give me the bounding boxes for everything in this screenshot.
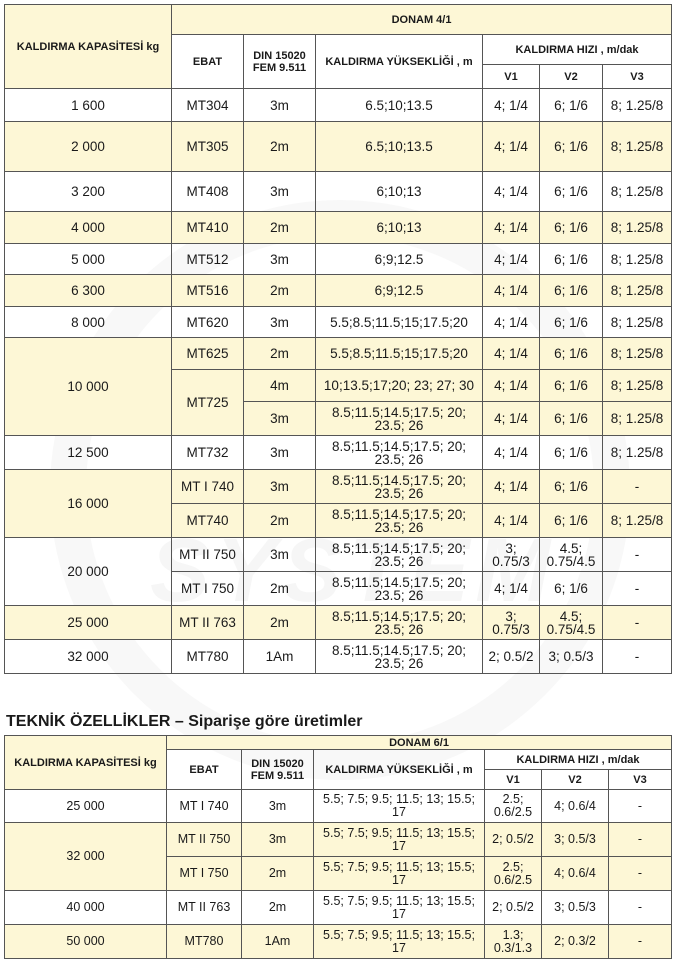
v3-cell: 8; 1.25/8 (603, 504, 672, 538)
ebat-cell: MT I 740 (167, 790, 242, 823)
height-cell: 6;9;12.5 (316, 244, 483, 275)
v1-cell: 4; 1/4 (483, 275, 540, 307)
din-cell: 1Am (244, 640, 316, 674)
table-row (5, 338, 672, 370)
capacity-cell: 6 300 (5, 275, 172, 307)
din-cell: 3m (244, 172, 316, 212)
v2-cell: 6; 1/6 (540, 572, 603, 606)
ebat-cell: MT410 (172, 212, 244, 244)
din-cell: 3m (244, 538, 316, 572)
capacity-cell: 2 000 (5, 122, 172, 172)
header-height: KALDIRMA YÜKSEKLİĞİ , m (316, 35, 483, 89)
v2-cell: 6; 1/6 (540, 307, 603, 338)
table-row (5, 244, 672, 275)
v2-cell: 4.5; 0.75/4.5 (540, 606, 603, 640)
height-cell: 5.5; 7.5; 9.5; 11.5; 13; 15.5; 17 (314, 857, 485, 891)
v3-cell: 8; 1.25/8 (603, 172, 672, 212)
ebat-cell: MT I 750 (167, 857, 242, 891)
height-cell: 5.5;8.5;11.5;15;17.5;20 (316, 338, 483, 370)
din-cell: 2m (242, 891, 314, 925)
header-ebat: EBAT (172, 35, 244, 89)
v2-cell: 2; 0.3/2 (542, 925, 609, 959)
height-cell: 5.5; 7.5; 9.5; 11.5; 13; 15.5; 17 (314, 925, 485, 959)
v2-cell: 6; 1/6 (540, 402, 603, 436)
v1-cell: 4; 1/4 (483, 89, 540, 122)
ebat-cell: MT408 (172, 172, 244, 212)
table-row (5, 122, 672, 172)
capacity-cell: 16 000 (5, 470, 172, 538)
din-cell: 2m (244, 338, 316, 370)
table-row (5, 538, 672, 572)
din-cell: 3m (244, 307, 316, 338)
capacity-cell: 5 000 (5, 244, 172, 275)
din-cell: 3m (242, 823, 314, 857)
din-cell: 3m (244, 470, 316, 504)
table-row (5, 925, 672, 959)
din-cell: 2m (242, 857, 314, 891)
header-speed: KALDIRMA HIZI , m/dak (485, 750, 672, 770)
v3-cell: - (603, 640, 672, 674)
height-cell: 8.5;11.5;14.5;17.5; 20; 23.5; 26 (316, 606, 483, 640)
header-v2: V2 (540, 65, 603, 89)
v3-cell: - (609, 925, 672, 959)
v1-cell: 4; 1/4 (483, 244, 540, 275)
header-v2: V2 (542, 770, 609, 790)
ebat-cell: MT512 (172, 244, 244, 275)
v2-cell: 6; 1/6 (540, 470, 603, 504)
header-v1: V1 (483, 65, 540, 89)
din-cell: 2m (244, 572, 316, 606)
table-row (5, 307, 672, 338)
header-capacity: KALDIRMA KAPASİTESİ kg (5, 736, 167, 790)
v3-cell: 8; 1.25/8 (603, 122, 672, 172)
height-cell: 6;9;12.5 (316, 275, 483, 307)
header-donam: DONAM 4/1 (172, 5, 672, 35)
ebat-cell: MT732 (172, 436, 244, 470)
height-cell: 5.5;8.5;11.5;15;17.5;20 (316, 307, 483, 338)
v3-cell: - (603, 606, 672, 640)
v2-cell: 6; 1/6 (540, 338, 603, 370)
v3-cell: 8; 1.25/8 (603, 244, 672, 275)
v2-cell: 4.5; 0.75/4.5 (540, 538, 603, 572)
v1-cell: 4; 1/4 (483, 402, 540, 436)
table-row (5, 891, 672, 925)
v3-cell: 8; 1.25/8 (603, 212, 672, 244)
v1-cell: 4; 1/4 (483, 122, 540, 172)
header-din: DIN 15020 FEM 9.511 (242, 750, 314, 790)
height-cell: 8.5;11.5;14.5;17.5; 20; 23.5; 26 (316, 436, 483, 470)
v3-cell: - (609, 790, 672, 823)
capacity-cell: 25 000 (5, 606, 172, 640)
v2-cell: 6; 1/6 (540, 89, 603, 122)
v2-cell: 6; 1/6 (540, 122, 603, 172)
capacity-cell: 25 000 (5, 790, 167, 823)
header-din: DIN 15020 FEM 9.511 (244, 35, 316, 89)
din-cell: 3m (244, 402, 316, 436)
height-cell: 6;10;13 (316, 212, 483, 244)
height-cell: 5.5; 7.5; 9.5; 11.5; 13; 15.5; 17 (314, 790, 485, 823)
height-cell: 8.5;11.5;14.5;17.5; 20; 23.5; 26 (316, 504, 483, 538)
height-cell: 5.5; 7.5; 9.5; 11.5; 13; 15.5; 17 (314, 891, 485, 925)
header-capacity: KALDIRMA KAPASİTESİ kg (5, 5, 172, 89)
ebat-cell: MT725 (172, 370, 244, 436)
ebat-cell: MT I 750 (172, 572, 244, 606)
capacity-cell: 32 000 (5, 640, 172, 674)
capacity-cell: 12 500 (5, 436, 172, 470)
table-row (5, 89, 672, 122)
v1-cell: 4; 1/4 (483, 370, 540, 402)
v2-cell: 3; 0.5/3 (542, 823, 609, 857)
v3-cell: - (609, 857, 672, 891)
din-cell: 2m (244, 122, 316, 172)
din-cell: 3m (242, 790, 314, 823)
header-v3: V3 (609, 770, 672, 790)
v1-cell: 2; 0.5/2 (485, 891, 542, 925)
v3-cell: - (603, 470, 672, 504)
din-cell: 2m (244, 504, 316, 538)
din-cell: 3m (244, 244, 316, 275)
v2-cell: 3; 0.5/3 (542, 891, 609, 925)
table-row (5, 790, 672, 823)
v2-cell: 6; 1/6 (540, 436, 603, 470)
din-cell: 2m (244, 275, 316, 307)
capacity-cell: 3 200 (5, 172, 172, 212)
v3-cell: 8; 1.25/8 (603, 89, 672, 122)
din-cell: 1Am (242, 925, 314, 959)
table-row (5, 436, 672, 470)
v3-cell: 8; 1.25/8 (603, 307, 672, 338)
v3-cell: - (603, 538, 672, 572)
table-row (5, 212, 672, 244)
header-v3: V3 (603, 65, 672, 89)
v1-cell: 4; 1/4 (483, 470, 540, 504)
capacity-cell: 32 000 (5, 823, 167, 891)
capacity-cell: 8 000 (5, 307, 172, 338)
v1-cell: 4; 1/4 (483, 172, 540, 212)
section-title: TEKNİK ÖZELLİKLER – Siparişe göre üretimler (6, 713, 363, 730)
v3-cell: 8; 1.25/8 (603, 275, 672, 307)
table-row (5, 640, 672, 674)
ebat-cell: MT625 (172, 338, 244, 370)
v1-cell: 4; 1/4 (483, 338, 540, 370)
table-row (5, 275, 672, 307)
height-cell: 6;10;13 (316, 172, 483, 212)
height-cell: 8.5;11.5;14.5;17.5; 20; 23.5; 26 (316, 538, 483, 572)
capacity-cell: 10 000 (5, 338, 172, 436)
height-cell: 5.5; 7.5; 9.5; 11.5; 13; 15.5; 17 (314, 823, 485, 857)
v2-cell: 6; 1/6 (540, 275, 603, 307)
height-cell: 10;13.5;17;20; 23; 27; 30 (316, 370, 483, 402)
din-cell: 2m (244, 212, 316, 244)
ebat-cell: MT304 (172, 89, 244, 122)
table-row (5, 606, 672, 640)
v3-cell: 8; 1.25/8 (603, 402, 672, 436)
height-cell: 6.5;10;13.5 (316, 122, 483, 172)
table-row (5, 823, 672, 857)
ebat-cell: MT I 740 (172, 470, 244, 504)
header-v1: V1 (485, 770, 542, 790)
v2-cell: 6; 1/6 (540, 172, 603, 212)
height-cell: 8.5;11.5;14.5;17.5; 20; 23.5; 26 (316, 640, 483, 674)
v2-cell: 6; 1/6 (540, 244, 603, 275)
spec-table-donam-4-1 (4, 4, 672, 674)
v1-cell: 3; 0.75/3 (483, 538, 540, 572)
v1-cell: 2.5; 0.6/2.5 (485, 857, 542, 891)
capacity-cell: 50 000 (5, 925, 167, 959)
v2-cell: 4; 0.6/4 (542, 790, 609, 823)
v1-cell: 2.5; 0.6/2.5 (485, 790, 542, 823)
header-speed: KALDIRMA HIZI , m/dak (483, 35, 672, 65)
height-cell: 6.5;10;13.5 (316, 89, 483, 122)
v2-cell: 6; 1/6 (540, 504, 603, 538)
spec-table-donam-6-1 (4, 735, 672, 959)
height-cell: 8.5;11.5;14.5;17.5; 20; 23.5; 26 (316, 572, 483, 606)
capacity-cell: 4 000 (5, 212, 172, 244)
table-row (5, 470, 672, 504)
v1-cell: 4; 1/4 (483, 572, 540, 606)
v3-cell: - (609, 891, 672, 925)
v1-cell: 4; 1/4 (483, 436, 540, 470)
height-cell: 8.5;11.5;14.5;17.5; 20; 23.5; 26 (316, 470, 483, 504)
v3-cell: 8; 1.25/8 (603, 436, 672, 470)
v1-cell: 3; 0.75/3 (483, 606, 540, 640)
ebat-cell: MT740 (172, 504, 244, 538)
v2-cell: 6; 1/6 (540, 212, 603, 244)
v2-cell: 3; 0.5/3 (540, 640, 603, 674)
ebat-cell: MT II 763 (172, 606, 244, 640)
height-cell: 8.5;11.5;14.5;17.5; 20; 23.5; 26 (316, 402, 483, 436)
din-cell: 2m (244, 606, 316, 640)
ebat-cell: MT620 (172, 307, 244, 338)
ebat-cell: MT305 (172, 122, 244, 172)
ebat-cell: MT II 750 (167, 823, 242, 857)
v2-cell: 4; 0.6/4 (542, 857, 609, 891)
capacity-cell: 20 000 (5, 538, 172, 606)
v1-cell: 4; 1/4 (483, 307, 540, 338)
header-donam: DONAM 6/1 (167, 736, 672, 750)
v3-cell: 8; 1.25/8 (603, 338, 672, 370)
capacity-cell: 1 600 (5, 89, 172, 122)
ebat-cell: MT780 (167, 925, 242, 959)
v3-cell: - (609, 823, 672, 857)
v3-cell: 8; 1.25/8 (603, 370, 672, 402)
capacity-cell: 40 000 (5, 891, 167, 925)
din-cell: 3m (244, 89, 316, 122)
v3-cell: - (603, 572, 672, 606)
table-row (5, 172, 672, 212)
v1-cell: 1.3; 0.3/1.3 (485, 925, 542, 959)
ebat-cell: MT II 750 (172, 538, 244, 572)
v1-cell: 4; 1/4 (483, 504, 540, 538)
v1-cell: 2; 0.5/2 (485, 823, 542, 857)
din-cell: 4m (244, 370, 316, 402)
ebat-cell: MT516 (172, 275, 244, 307)
header-ebat: EBAT (167, 750, 242, 790)
header-height: KALDIRMA YÜKSEKLİĞİ , m (314, 750, 485, 790)
ebat-cell: MT780 (172, 640, 244, 674)
din-cell: 3m (244, 436, 316, 470)
ebat-cell: MT II 763 (167, 891, 242, 925)
v2-cell: 6; 1/6 (540, 370, 603, 402)
v1-cell: 2; 0.5/2 (483, 640, 540, 674)
v1-cell: 4; 1/4 (483, 212, 540, 244)
